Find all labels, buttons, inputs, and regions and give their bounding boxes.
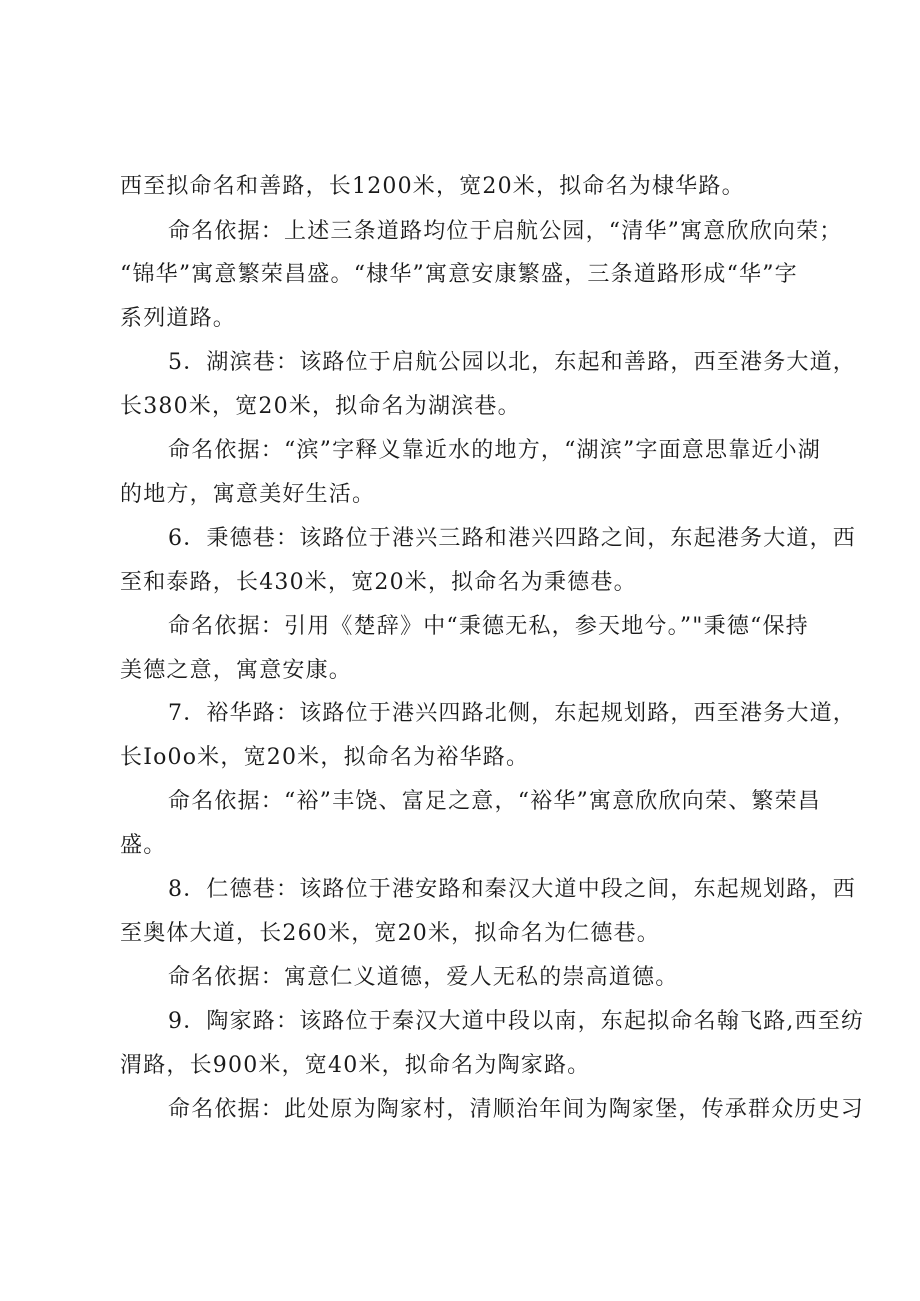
paragraph-line: 美德之意，寓意安康。	[120, 658, 353, 683]
paragraph-line: 盛。	[120, 833, 167, 858]
paragraph-line: 命名依据：上述三条道路均位于启航公园，“清华”寓意欣欣向荣；	[168, 219, 843, 244]
paragraph-line: 命名依据：“滨”字释义靠近水的地方，“湖滨”字面意思靠近小湖	[168, 438, 821, 463]
paragraph-line: 至和泰路，长430米，宽20米，拟命名为秉德巷。	[120, 570, 637, 595]
paragraph-line: 7．裕华路：该路位于港兴四路北侧，东起规划路，西至港务大道，	[168, 701, 856, 726]
paragraph-line: “锦华”寓意繁荣昌盛。“棣华”寓意安康繁盛，三条道路形成“华”字	[120, 262, 798, 287]
paragraph-line: 渭路，长900米，宽40米，拟命名为陶家路。	[120, 1053, 591, 1078]
paragraph-line: 8．仁德巷：该路位于港安路和秦汉大道中段之间，东起规划路，西	[168, 877, 856, 902]
paragraph-line: 命名依据：“裕”丰饶、富足之意，“裕华”寓意欣欣向荣、繁荣昌	[168, 789, 821, 814]
paragraph-line: 6．秉德巷：该路位于港兴三路和港兴四路之间，东起港务大道，西	[168, 526, 856, 551]
paragraph-line: 命名依据：寓意仁义道德，爱人无私的崇高道德。	[168, 965, 679, 990]
paragraph-line: 长Io0o米，宽20米，拟命名为裕华路。	[120, 745, 530, 770]
paragraph-line: 长380米，宽20米，拟命名为湖滨巷。	[120, 394, 521, 419]
paragraph-line: 系列道路。	[120, 306, 237, 331]
paragraph-line: 至奥体大道，长260米，宽20米，拟命名为仁德巷。	[120, 921, 660, 946]
paragraph-line: 的地方，寓意美好生活。	[120, 482, 376, 507]
paragraph-line: 9．陶家路：该路位于秦汉大道中段以南，东起拟命名翰飞路,西至纺	[168, 1009, 865, 1034]
paragraph-line: 5．湖滨巷：该路位于启航公园以北，东起和善路，西至港务大道，	[168, 350, 856, 375]
paragraph-line: 命名依据：此处原为陶家村，清顺治年间为陶家堡，传承群众历史习	[168, 1097, 865, 1122]
paragraph-line: 命名依据：引用《楚辞》中“秉德无私，参天地兮。”"秉德“保持	[168, 614, 809, 639]
paragraph-line: 西至拟命名和善路，长1200米，宽20米，拟命名为棣华路。	[120, 174, 745, 199]
